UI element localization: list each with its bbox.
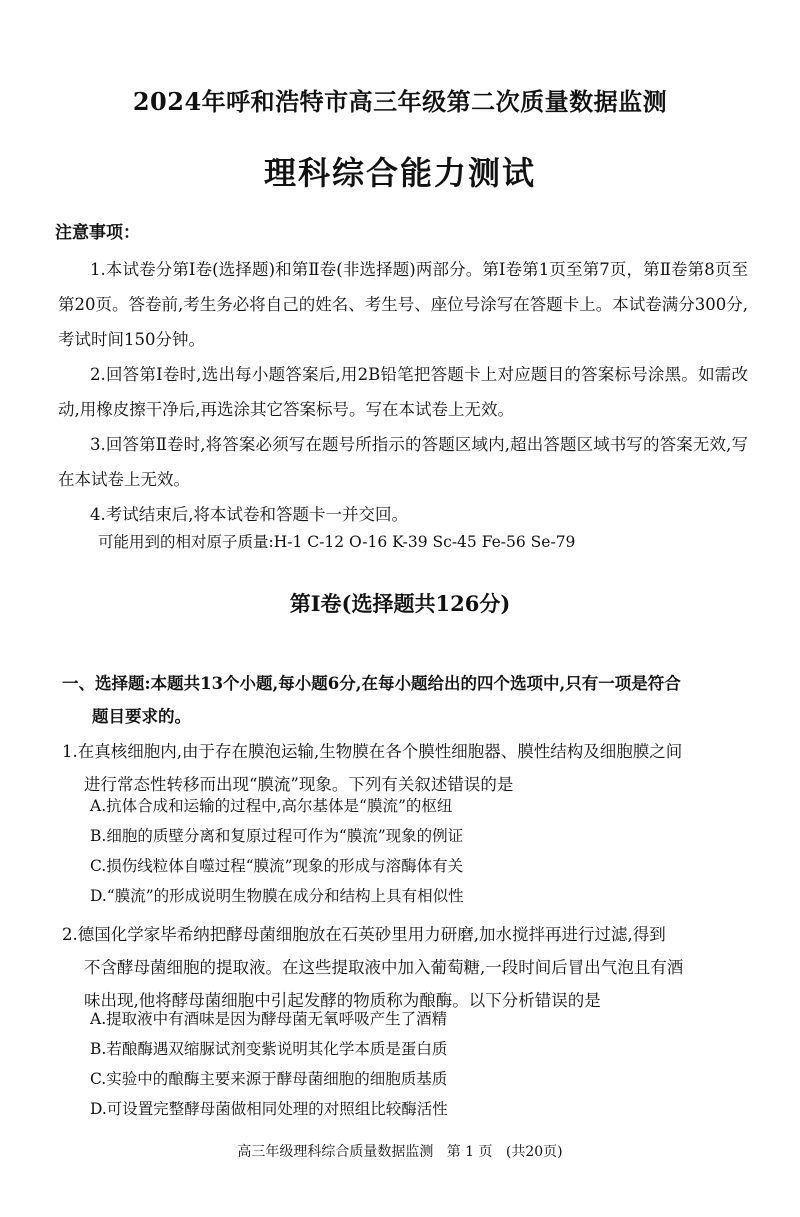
section-instructions [62,667,752,733]
notice-item-3: 3.回答第Ⅱ卷时,将答案必须写在题号所指示的答题区域内,超出答题区域书写的答案无效,写在本试卷上无效。 [58,435,748,489]
notice-item-4: 4.考试结束后,将本试卷和答题卡一并交回。 [90,505,408,524]
page-footer: 高三年级理科综合质量数据监测 第 1 页 (共20页) [237,1144,563,1160]
question-2-option-a: A.提取液中有酒味是因为酵母菌无氧呼吸产生了酒精 [90,1010,448,1028]
notice-item-2: 2.回答第Ⅰ卷时,选出每小题答案后,用2B铅笔把答题卡上对应题目的答案标号涂黑。如需改动,用橡皮擦干净后,再选涂其它答案标号。写在本试卷上无效。 [58,365,748,419]
question-1-option-d: D.“膜流”的形成说明生物膜在成分和结构上具有相似性 [90,887,464,905]
question-stem-line: 不含酵母菌细胞的提取液。在这些提取液中加入葡萄糖,一段时间后冒出气泡且有酒 [84,958,684,977]
notice-item-1: 1.本试卷分第Ⅰ卷(选择题)和第Ⅱ卷(非选择题)两部分。第Ⅰ卷第1页至第7页，第Ⅱ卷第8页至第20页。答卷前,考生务必将自己的姓名、考生号、座位号涂写在答题卡上。本试卷满分300分,考试时间150分钟。 [58,260,748,349]
section-title: 第Ⅰ卷(选择题共126分) [289,591,511,616]
atomic-masses-line: 可能用到的相对原子质量:H-1 C-12 O-16 K-39 Sc-45 Fe-56 Se-79 [98,533,576,551]
question-2-option-d: D.可设置完整酵母菌做相同处理的对照组比较酶活性 [90,1100,448,1118]
question-stem-line: 进行常态性转移而出现“膜流”现象。下列有关叙述错误的是 [84,775,514,794]
question-2-option-c: C.实验中的酿酶主要来源于酵母菌细胞的细胞质基质 [90,1070,448,1088]
question-stem-line: 味出现,他将酵母菌细胞中引起发酵的物质称为酿酶。以下分析错误的是 [84,991,601,1010]
question-2-option-b: B.若酿酶遇双缩脲试剂变紫说明其化学本质是蛋白质 [90,1040,448,1058]
question-stem-line: 2.德国化学家毕希纳把酵母菌细胞放在石英砂里用力研磨,加水搅拌再进行过滤,得到 [62,925,666,944]
question-1-option-b: B.细胞的质壁分离和复原过程可作为“膜流”现象的例证 [90,827,464,845]
question-1-stem [62,735,750,801]
section-instructions-line: 题目要求的。 [92,707,191,726]
question-2-stem [62,918,750,1017]
question-stem-line: 1.在真核细胞内,由于存在膜泡运输,生物膜在各个膜性细胞器、膜性结构及细胞膜之间 [62,742,683,761]
section-instructions-line: 一、选择题:本题共13个小题,每小题6分,在每小题给出的四个选项中,只有一项是符合 [62,674,681,693]
question-1-option-c: C.损伤线粒体自噬过程“膜流”现象的形成与溶酶体有关 [90,857,464,875]
notice-heading: 注意事项： [55,223,140,243]
exam-subject-title: 理科综合能力测试 [263,154,536,192]
question-1-option-a: A.抗体合成和运输的过程中,高尔基体是“膜流”的枢纽 [90,797,453,815]
exam-title: 2024年呼和浩特市高三年级第二次质量数据监测 [132,87,668,116]
